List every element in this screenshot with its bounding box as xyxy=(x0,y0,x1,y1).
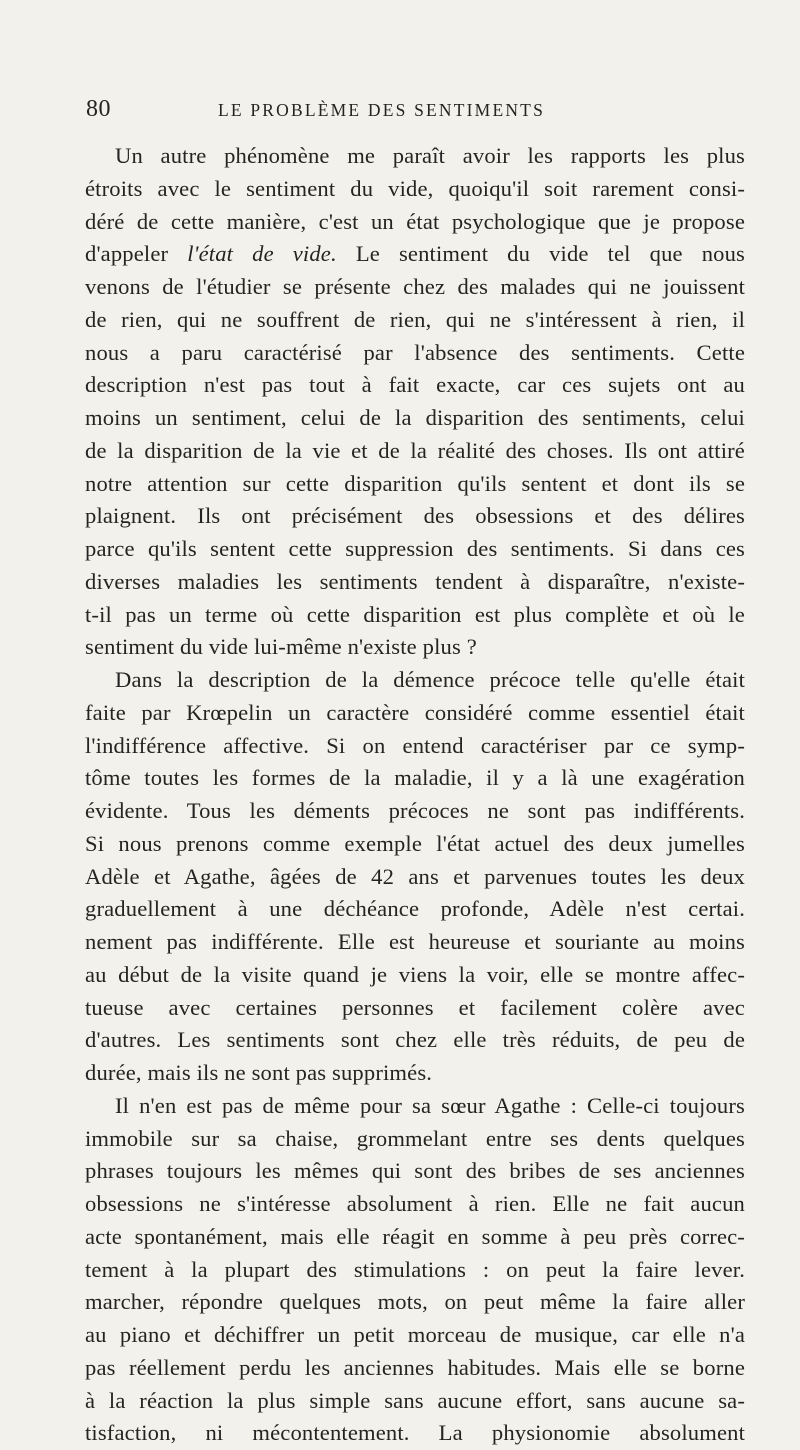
text-line: venons de l'étudier se présente chez des malades qui ne jouissent xyxy=(85,274,745,299)
text-line: diverses maladies les sentiments tendent à disparaître, n'existe- xyxy=(85,568,745,594)
text-line: tôme toutes les formes de la maladie, il y a là une exagération xyxy=(85,765,745,791)
text-line: parce qu'ils sentent cette suppression des sentiments. Si dans ces xyxy=(85,536,745,561)
text-line: plaignent. Ils ont précisément des obsessions et des délires xyxy=(85,503,745,529)
text-line: au piano et déchiffrer un petit morceau de musique, car elle n'a xyxy=(85,1322,745,1347)
body-text xyxy=(85,140,745,1450)
text-line: d'autres. Les sentiments sont chez elle très réduits, de peu de xyxy=(85,1027,745,1053)
emphasized-term: l'état de vide. xyxy=(187,241,337,267)
text-line: moins un sentiment, celui de la disparition des sentiments, celui xyxy=(85,405,745,430)
text-line: déré de cette manière, c'est un état psychologique que je propose xyxy=(85,208,745,234)
text-line: Un autre phénomène me paraît avoir les rapports les plus xyxy=(115,143,745,168)
text-line-with-emphasis xyxy=(85,238,745,271)
text-line: graduellement à une déchéance profonde, Adèle n'est certai. xyxy=(85,896,745,922)
running-head: LE PROBLÈME DES SENTIMENTS xyxy=(218,100,545,120)
text-fragment: Le sentiment du vide tel que nous xyxy=(355,241,745,267)
text-line: au début de la visite quand je viens la voir, elle se montre affec- xyxy=(85,961,745,987)
text-line: faite par Krœpelin un caractère considéré comme essentiel était xyxy=(85,699,745,725)
text-line: Il n'en est pas de même pour sa sœur Agathe : Celle-ci toujours xyxy=(115,1092,745,1118)
text-line: sentiment du vide lui-même n'existe plus ? xyxy=(85,634,477,660)
text-line: acte spontanément, mais elle réagit en somme à peu près correc- xyxy=(85,1223,745,1249)
text-line: durée, mais ils ne sont pas supprimés. xyxy=(85,1060,433,1085)
text-fragment: d'appeler xyxy=(85,241,169,267)
text-line: phrases toujours les mêmes qui sont des bribes de ses anciennes xyxy=(85,1158,745,1184)
page-number: 80 xyxy=(86,96,111,122)
text-line: description n'est pas tout à fait exacte, car ces sujets ont au xyxy=(85,372,745,398)
text-line: obsessions ne s'intéresse absolument à rien. Elle ne fait aucun xyxy=(85,1191,745,1216)
text-line: de rien, qui ne souffrent de rien, qui ne s'intéressent à rien, il xyxy=(85,306,745,332)
text-line: tement à la plupart des stimulations : on peut la faire lever. xyxy=(85,1256,745,1282)
text-line: évidente. Tous les déments précoces ne sont pas indifférents. xyxy=(85,798,745,823)
text-line: Si nous prenons comme exemple l'état actuel des deux jumelles xyxy=(85,830,745,856)
text-line: marcher, répondre quelques mots, on peut même la faire aller xyxy=(85,1289,745,1315)
text-line: tisfaction, ni mécontentement. La physionomie absolument xyxy=(85,1420,745,1446)
text-line: Adèle et Agathe, âgées de 42 ans et parvenues toutes les deux xyxy=(85,863,745,889)
text-line: notre attention sur cette disparition qu'ils sentent et dont ils se xyxy=(85,470,745,496)
text-line: t-il pas un terme où cette disparition est plus complète et où le xyxy=(85,601,745,627)
text-line: étroits avec le sentiment du vide, quoiqu'il soit rarement consi- xyxy=(85,175,745,201)
text-line: immobile sur sa chaise, grommelant entre ses dents quelques xyxy=(85,1125,745,1151)
text-line: Dans la description de la démence précoce telle qu'elle était xyxy=(115,667,745,692)
text-line: pas réellement perdu les anciennes habitudes. Mais elle se borne xyxy=(85,1354,745,1380)
text-line: de la disparition de la vie et de la réalité des choses. Ils ont attiré xyxy=(85,437,745,463)
text-line: à la réaction la plus simple sans aucune effort, sans aucune sa- xyxy=(85,1387,745,1413)
text-line: nous a paru caractérisé par l'absence des sentiments. Cette xyxy=(85,339,745,365)
text-line: nement pas indifférente. Elle est heureuse et souriante au moins xyxy=(85,929,745,954)
page-header xyxy=(0,96,800,136)
text-line: tueuse avec certaines personnes et facilement colère avec xyxy=(85,994,745,1020)
text-line: l'indifférence affective. Si on entend caractériser par ce symp- xyxy=(85,732,745,758)
